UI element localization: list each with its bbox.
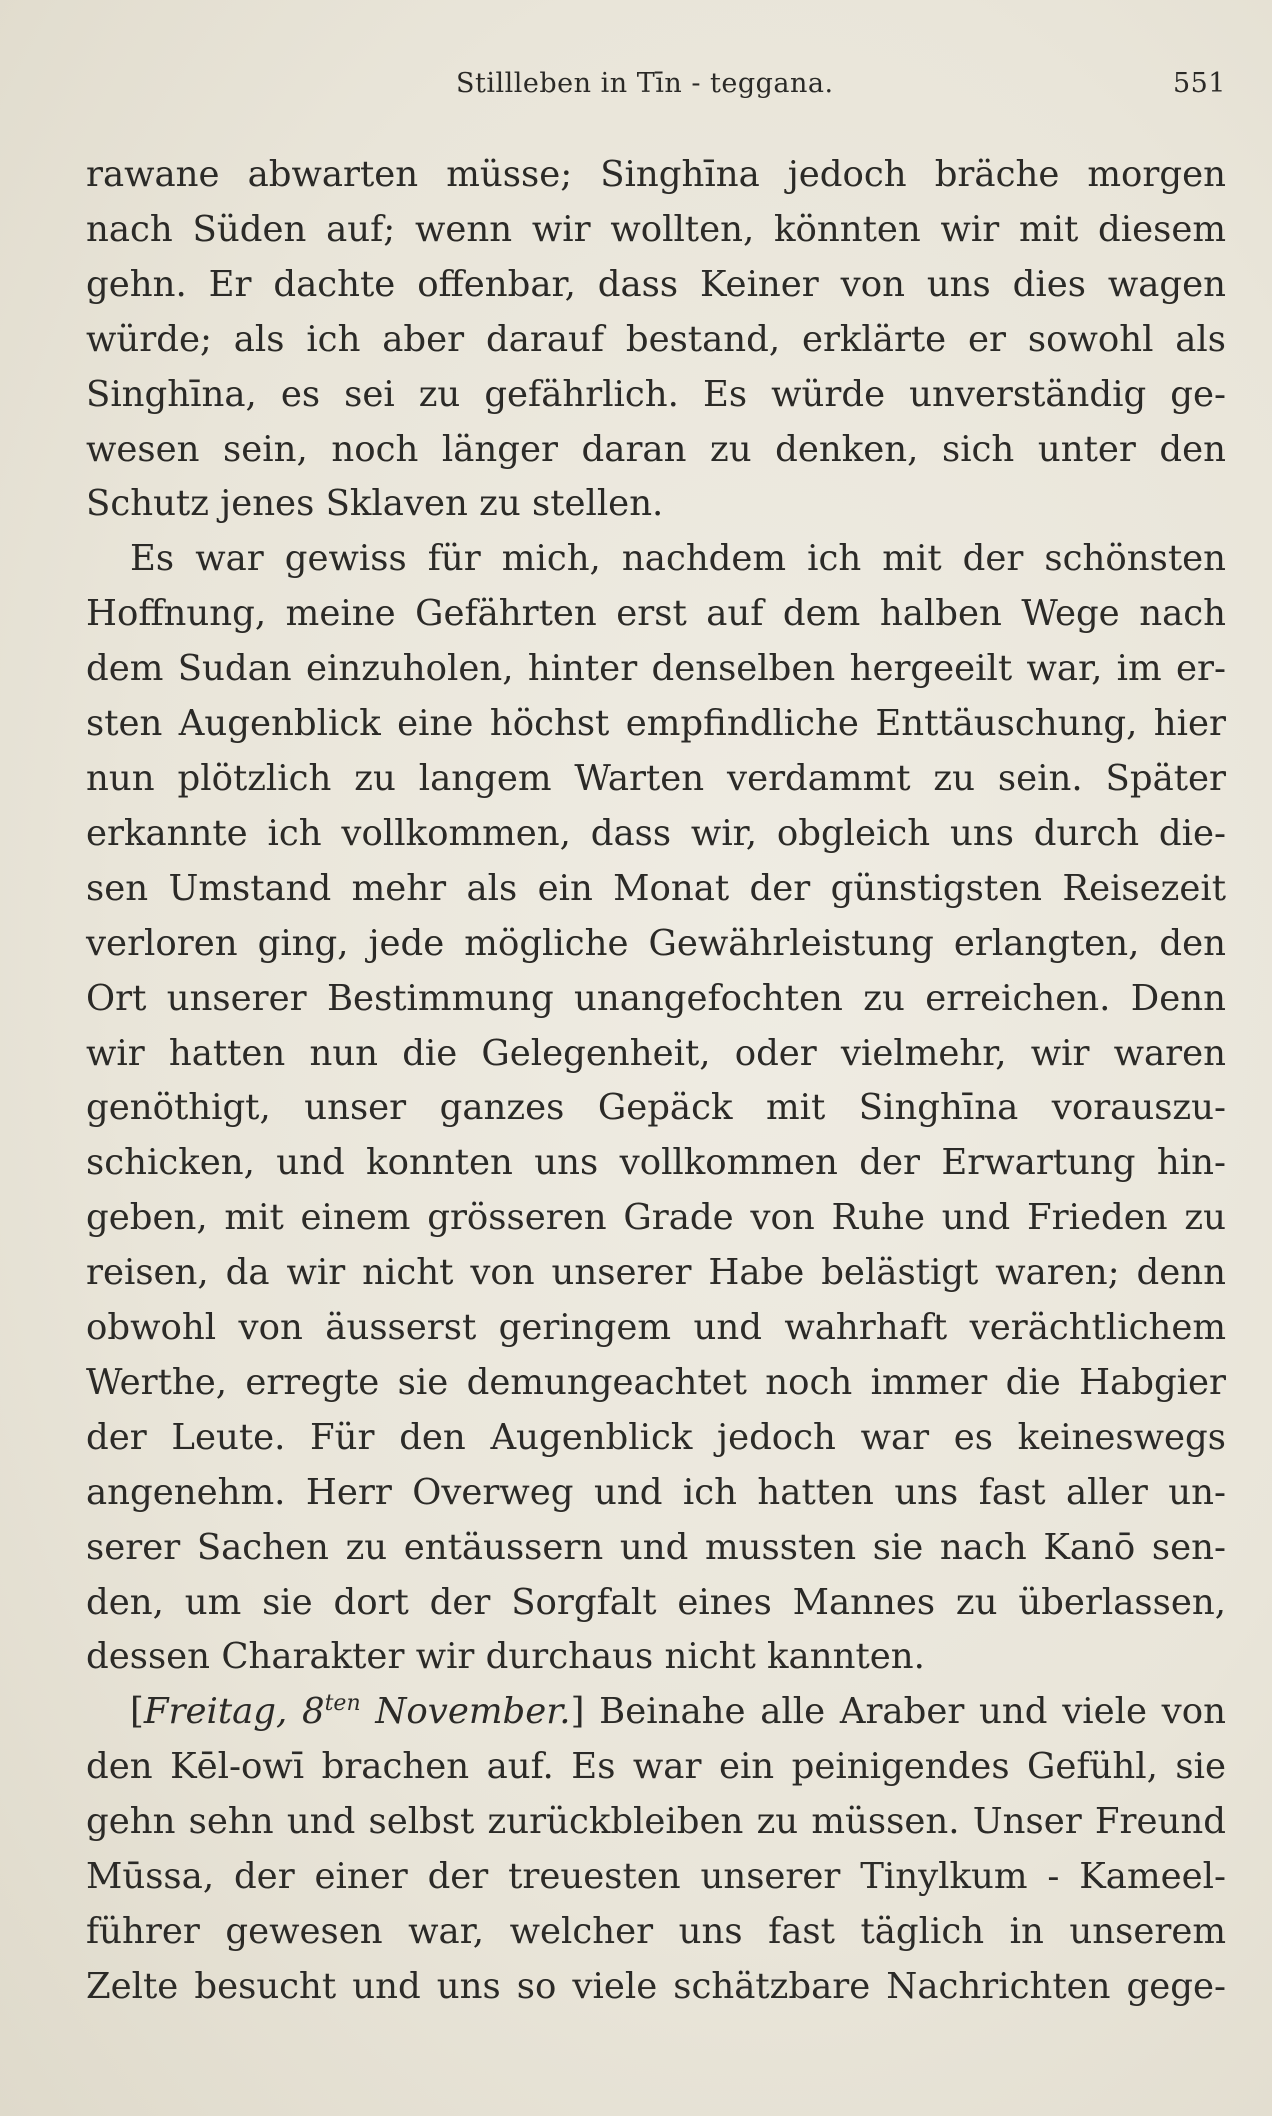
text-line: rawane abwarten müsse; Singhīna jedoch bräche morgen <box>86 154 1226 195</box>
text-line-rest: Beinahe alle Araber und viele von <box>599 1691 1226 1733</box>
text-line: führer gewesen war, welcher uns fast täglich in unserem <box>86 1911 1226 1952</box>
text-line: Mūssa, der einer der treuesten unserer Tinylkum - Kameel- <box>86 1856 1226 1898</box>
running-head <box>86 60 1226 120</box>
running-title: Stillleben in Tīn - teggana. <box>456 68 834 99</box>
text-line: Es war gewiss für mich, nachdem ich mit der schönsten <box>130 538 1226 580</box>
text-line: Schutz jenes Sklaven zu stellen. <box>86 483 664 525</box>
paragraph-2 <box>86 532 1226 1685</box>
text-line: der Leute. Für den Augenblick jedoch war es keineswegs <box>86 1416 1226 1458</box>
text-line: den, um sie dort der Sorgfalt eines Mannes zu überlassen, <box>86 1581 1226 1623</box>
text-line: reisen, da wir nicht von unserer Habe belästigt waren; denn <box>86 1252 1226 1294</box>
date-day: Freitag, 8 <box>143 1691 325 1733</box>
body-text <box>86 148 1226 2015</box>
text-line: obwohl von äusserst geringem und wahrhaft verächtlichem <box>86 1307 1226 1349</box>
text-line: genöthigt, unser ganzes Gepäck mit Singhīna vorauszu- <box>86 1087 1226 1129</box>
text-line: gehn. Er dachte offenbar, dass Keiner von uns dies wagen <box>86 263 1226 305</box>
text-line: angenehm. Herr Overweg und ich hatten uns fast aller un- <box>86 1471 1226 1513</box>
page-number: 551 <box>1172 68 1226 99</box>
paragraph-1 <box>86 148 1226 532</box>
date-ordinal: ten <box>324 1691 361 1717</box>
text-line: den Kēl-owī brachen auf. Es war ein peinigendes Gefühl, sie <box>86 1746 1226 1788</box>
text-line: würde; als ich aber darauf bestand, erklärte er sowohl als <box>86 318 1226 360</box>
text-line: nach Süden auf; wenn wir wollten, könnten wir mit diesem <box>86 208 1226 250</box>
dated-line <box>86 1685 1226 1740</box>
paragraph-3 <box>86 1685 1226 2014</box>
text-line: Werthe, erregte sie demungeachtet noch immer die Habgier <box>86 1361 1226 1403</box>
date-bracket-open: [ <box>130 1691 144 1733</box>
text-line: Zelte besucht und uns so viele schätzbare Nachrichten gege- <box>86 1965 1226 2007</box>
text-line: Ort unserer Bestimmung unangefochten zu erreichen. Denn <box>86 977 1226 1019</box>
date-month: November. <box>375 1691 571 1733</box>
text-line: geben, mit einem grösseren Grade von Ruhe und Frieden zu <box>86 1197 1226 1239</box>
date-bracket-close: ] <box>570 1691 585 1733</box>
text-line: Singhīna, es sei zu gefährlich. Es würde unverständig ge- <box>86 373 1226 415</box>
text-line: serer Sachen zu entäussern und mussten sie nach Kanō sen- <box>86 1526 1226 1568</box>
text-line: nun plötzlich zu langem Warten verdammt zu sein. Später <box>86 757 1226 799</box>
text-line: verloren ging, jede mögliche Gewährleistung erlangten, den <box>86 922 1226 964</box>
text-line: wir hatten nun die Gelegenheit, oder vielmehr, wir waren <box>86 1032 1226 1074</box>
text-line: dessen Charakter wir durchaus nicht kannten. <box>86 1636 925 1678</box>
text-line: erkannte ich vollkommen, dass wir, obgleich uns durch die- <box>86 812 1226 854</box>
text-line: wesen sein, noch länger daran zu denken, sich unter den <box>86 428 1226 470</box>
text-line: sten Augenblick eine höchst empfindliche Enttäuschung, hier <box>86 703 1226 745</box>
text-line: sen Umstand mehr als ein Monat der günstigsten Reisezeit <box>86 867 1226 909</box>
text-line: dem Sudan einzuholen, hinter denselben hergeeilt war, im er- <box>86 648 1226 690</box>
text-line: gehn sehn und selbst zurückbleiben zu müssen. Unser Freund <box>86 1801 1226 1843</box>
text-line: schicken, und konnten uns vollkommen der Erwartung hin- <box>86 1142 1226 1184</box>
book-page <box>86 60 1226 2015</box>
text-line: Hoffnung, meine Gefährten erst auf dem halben Wege nach <box>86 593 1226 635</box>
